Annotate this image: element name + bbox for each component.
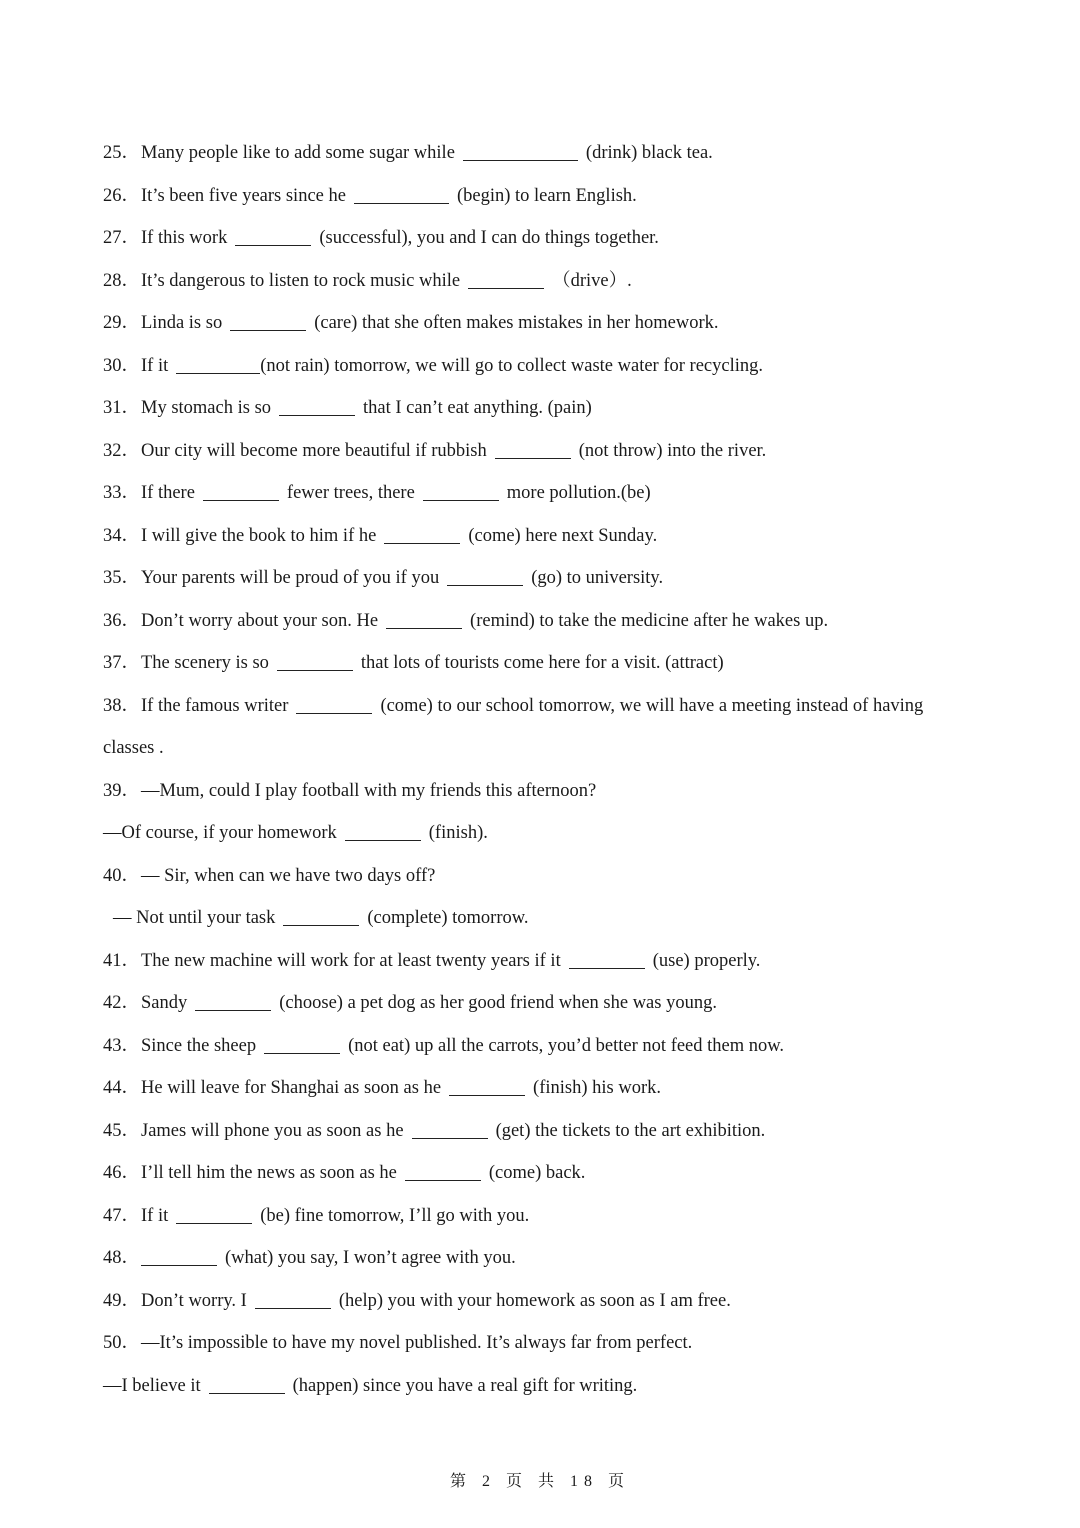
answer-blank[interactable]	[235, 244, 311, 246]
answer-blank[interactable]	[176, 372, 260, 374]
question-33: 33．If there fewer trees, there more pollution.(be)	[103, 472, 963, 515]
question-number: 43．	[103, 1035, 141, 1056]
question-number: 27．	[103, 228, 141, 248]
answer-blank[interactable]	[203, 499, 279, 501]
question-48: 48． (what) you say, I won’t agree with you.	[103, 1237, 963, 1280]
question-25: 25．Many people like to add some sugar while (drink) black tea.	[103, 132, 963, 175]
question-number: 38．	[103, 695, 141, 716]
question-30: 30．If it (not rain) tomorrow, we will go to collect waste water for recycling.	[103, 345, 963, 388]
question-number: 45．	[103, 1120, 141, 1141]
question-number: 44．	[103, 1078, 141, 1098]
answer-blank[interactable]	[141, 1264, 217, 1266]
question-number: 37．	[103, 653, 141, 673]
answer-blank[interactable]	[296, 712, 372, 714]
question-40: 40．— Sir, when can we have two days off?	[103, 855, 963, 898]
question-38-continued: classes .	[103, 738, 164, 758]
question-number: 31．	[103, 398, 141, 418]
answer-blank[interactable]	[423, 499, 499, 501]
page-footer: 第 2 页 共 18 页	[449, 1473, 630, 1490]
question-number: 29．	[103, 313, 141, 333]
question-26: 26．It’s been five years since he (begin) to learn English.	[103, 175, 963, 218]
question-45: 45．James will phone you as soon as he (get) the tickets to the art exhibition.	[103, 1110, 963, 1153]
question-list	[103, 132, 963, 1407]
question-41: 41．The new machine will work for at least twenty years if it (use) properly.	[103, 940, 963, 983]
question-number: 34．	[103, 525, 141, 546]
question-49: 49．Don’t worry. I (help) you with your homework as soon as I am free.	[103, 1280, 963, 1323]
answer-blank[interactable]	[345, 839, 421, 841]
question-number: 42．	[103, 993, 141, 1013]
question-number: 33．	[103, 483, 141, 503]
question-number: 25．	[103, 143, 141, 163]
answer-blank[interactable]	[405, 1179, 481, 1181]
question-29: 29．Linda is so (care) that she often makes mistakes in her homework.	[103, 302, 963, 345]
question-number: 32．	[103, 440, 141, 461]
answer-blank[interactable]	[463, 159, 578, 161]
answer-blank[interactable]	[264, 1052, 340, 1054]
question-number: 30．	[103, 355, 141, 376]
question-42: 42．Sandy (choose) a pet dog as her good friend when she was young.	[103, 982, 963, 1025]
question-number: 36．	[103, 610, 141, 631]
question-number: 46．	[103, 1163, 141, 1183]
answer-blank[interactable]	[277, 669, 353, 671]
answer-blank[interactable]	[412, 1137, 488, 1139]
question-number: 28．	[103, 270, 141, 291]
answer-blank[interactable]	[569, 967, 645, 969]
question-39-reply: —Of course, if your homework (finish).	[103, 823, 488, 843]
answer-blank[interactable]	[255, 1307, 331, 1309]
answer-blank[interactable]	[279, 414, 355, 416]
question-number: 48．	[103, 1248, 141, 1268]
question-number: 50．	[103, 1333, 141, 1353]
question-40-reply: — Not until your task (complete) tomorrow.	[113, 908, 529, 928]
answer-blank[interactable]	[495, 457, 571, 459]
answer-blank[interactable]	[386, 627, 462, 629]
answer-blank[interactable]	[449, 1094, 525, 1096]
answer-blank[interactable]	[447, 584, 523, 586]
question-34: 34．I will give the book to him if he (come) here next Sunday.	[103, 515, 963, 558]
question-47: 47．If it (be) fine tomorrow, I’ll go with you.	[103, 1195, 963, 1238]
question-number: 49．	[103, 1290, 141, 1311]
question-32: 32．Our city will become more beautiful if rubbish (not throw) into the river.	[103, 430, 963, 473]
answer-blank[interactable]	[354, 202, 449, 204]
question-50: 50．—It’s impossible to have my novel published. It’s always far from perfect.	[103, 1322, 963, 1365]
question-number: 40．	[103, 865, 141, 886]
answer-blank[interactable]	[209, 1392, 285, 1394]
answer-blank[interactable]	[176, 1222, 252, 1224]
answer-blank[interactable]	[384, 542, 460, 544]
question-27: 27．If this work (successful), you and I can do things together.	[103, 217, 963, 260]
question-number: 35．	[103, 568, 141, 588]
question-35: 35．Your parents will be proud of you if you (go) to university.	[103, 557, 963, 600]
question-31: 31．My stomach is so that I can’t eat anything. (pain)	[103, 387, 963, 430]
answer-blank[interactable]	[283, 924, 359, 926]
answer-blank[interactable]	[230, 329, 306, 331]
question-37: 37．The scenery is so that lots of tourists come here for a visit. (attract)	[103, 642, 963, 685]
question-38: 38．If the famous writer (come) to our school tomorrow, we will have a meeting instead of having	[103, 685, 963, 728]
answer-blank[interactable]	[195, 1009, 271, 1011]
question-number: 41．	[103, 950, 141, 971]
question-number: 39．	[103, 780, 141, 801]
question-43: 43．Since the sheep (not eat) up all the carrots, you’d better not feed them now.	[103, 1025, 963, 1068]
answer-blank[interactable]	[468, 287, 544, 289]
question-44: 44．He will leave for Shanghai as soon as he (finish) his work.	[103, 1067, 963, 1110]
question-36: 36．Don’t worry about your son. He (remind) to take the medicine after he wakes up.	[103, 600, 963, 643]
question-number: 47．	[103, 1205, 141, 1226]
question-39: 39．—Mum, could I play football with my friends this afternoon?	[103, 770, 963, 813]
question-50-reply: —I believe it (happen) since you have a real gift for writing.	[103, 1375, 638, 1396]
question-number: 26．	[103, 185, 141, 206]
question-46: 46．I’ll tell him the news as soon as he (come) back.	[103, 1152, 963, 1195]
question-28: 28．It’s dangerous to listen to rock music while （drive）.	[103, 260, 963, 303]
